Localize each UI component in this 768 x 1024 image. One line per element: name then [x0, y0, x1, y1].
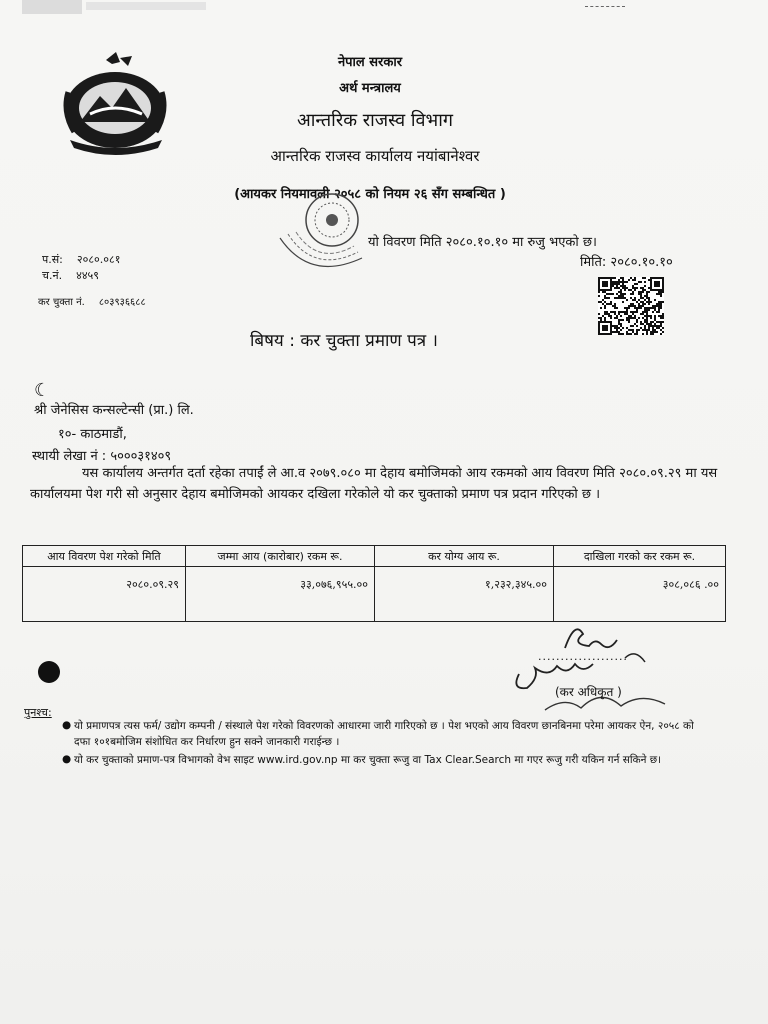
tax-clearance-label: कर चुक्ता नं.: [38, 297, 85, 308]
tax-details-table: [22, 545, 726, 622]
recipient-name: श्री जेनेसिस कन्सल्टेन्सी (प्रा.) लि.: [34, 403, 194, 418]
issue-date: मिति: २०८०.१०.१०: [580, 255, 673, 270]
note-text: यो कर चुक्ताको प्रमाण-पत्र विभागको वेभ साइट www.ird.gov.np मा कर चुक्ता रूजु वा Tax Clear.Search मा गएर रूजु गरी यकिन गर्न सकिने छ।: [74, 754, 662, 766]
signature-line: ....................: [538, 650, 628, 663]
note-text: यो प्रमाणपत्र त्यस फर्म/ उद्योग कम्पनी / संस्थाले पेश गरेको विवरणको आधारमा जारी गारिएको छ । पेश भएको आय विवरण छानबिनमा परेमा आयकर ऐन, २०५८ को दफा १०१बमोजिम संशोधित कर निर्धारण हुन सक्ने जानकारी गराईन्छ ।: [74, 720, 694, 748]
officer-signature: [505, 618, 695, 718]
filing-date-cell: २०८०.०९.२९: [23, 567, 186, 622]
ps-label: प.सं:: [42, 253, 63, 266]
table-row: [23, 567, 726, 622]
cn-value: ४४५९: [76, 269, 99, 282]
scan-edge-dash: [585, 6, 625, 9]
department-heading: आन्तरिक राजस्व विभाग: [296, 110, 453, 131]
tax-paid-cell: ३०८,०८६ .००: [554, 567, 726, 622]
subject-line: बिषय : कर चुक्ता प्रमाण पत्र ।: [250, 331, 438, 351]
certificate-body-text: यस कार्यालय अन्तर्गत दर्ता रहेका तपाईं ले आ.व २०७९.०८० मा देहाय बमोजिमको आय रकमको आय विवरण मिति २०८०.०९.२९ मा यस कार्यालयमा पेश गरी सो अनुसार देहाय बमोजिमको आयकर दखिला गरेकोले यो कर चुक्ताको प्रमाण पत्र प्रदान गरिएको छ ।: [30, 466, 718, 502]
nepal-emblem-logo: [50, 52, 180, 157]
tax-clearance-value: ८०३९३६६८८: [98, 297, 146, 308]
crescent-mark-icon: ☾: [34, 380, 51, 401]
bullet-icon: ●: [62, 753, 72, 765]
ps-value: २०८०.०८१: [76, 253, 121, 266]
scan-edge-mark: [86, 2, 206, 10]
bullet-icon: ●: [62, 719, 72, 731]
tax-clearance-number: [38, 294, 146, 308]
table-header-row: [23, 546, 726, 567]
office-heading: आन्तरिक राजस्व कार्यालय नयांबानेश्वर: [270, 147, 480, 165]
cn-label: च.नं.: [42, 269, 63, 282]
reference-number: [42, 252, 120, 267]
list-item: [62, 752, 712, 768]
table-header: जम्मा आय (कारोबार) रकम रू.: [186, 546, 375, 567]
verification-note: यो विवरण मिति २०८०.१०.१० मा रुजु भएको छ।: [368, 235, 597, 250]
ministry-heading: अर्थ मन्त्रालय: [339, 81, 401, 96]
office-stamp: [270, 186, 380, 286]
signatory-role: (कर अधिकृत ): [555, 685, 622, 699]
table-header: दाखिला गरको कर रकम रू.: [554, 546, 726, 567]
dispatch-number: [42, 268, 99, 283]
qr-code[interactable]: [598, 277, 664, 335]
list-item: [62, 718, 712, 750]
punch-hole-mark: [38, 661, 60, 683]
total-income-cell: ३३,०७६,९५५.००: [186, 567, 375, 622]
notes-label: पुनश्च:: [24, 706, 52, 719]
recipient-pan: स्थायी लेखा नं : ५०००३१४०९: [32, 449, 172, 464]
table-header: आय विवरण पेश गरेको मिति: [23, 546, 186, 567]
notes-list: [62, 718, 712, 770]
certificate-body: [30, 463, 720, 505]
rule-reference: (आयकर नियमावली २०५८ को नियम २६ सँग सम्बन्धित ): [234, 187, 506, 202]
government-heading: नेपाल सरकार: [337, 55, 403, 70]
table-header: कर योग्य आय रू.: [375, 546, 554, 567]
scan-edge-mark: [22, 0, 82, 14]
recipient-address: १०- काठमाडौं,: [58, 427, 127, 442]
taxable-income-cell: १,२३२,३४५.००: [375, 567, 554, 622]
